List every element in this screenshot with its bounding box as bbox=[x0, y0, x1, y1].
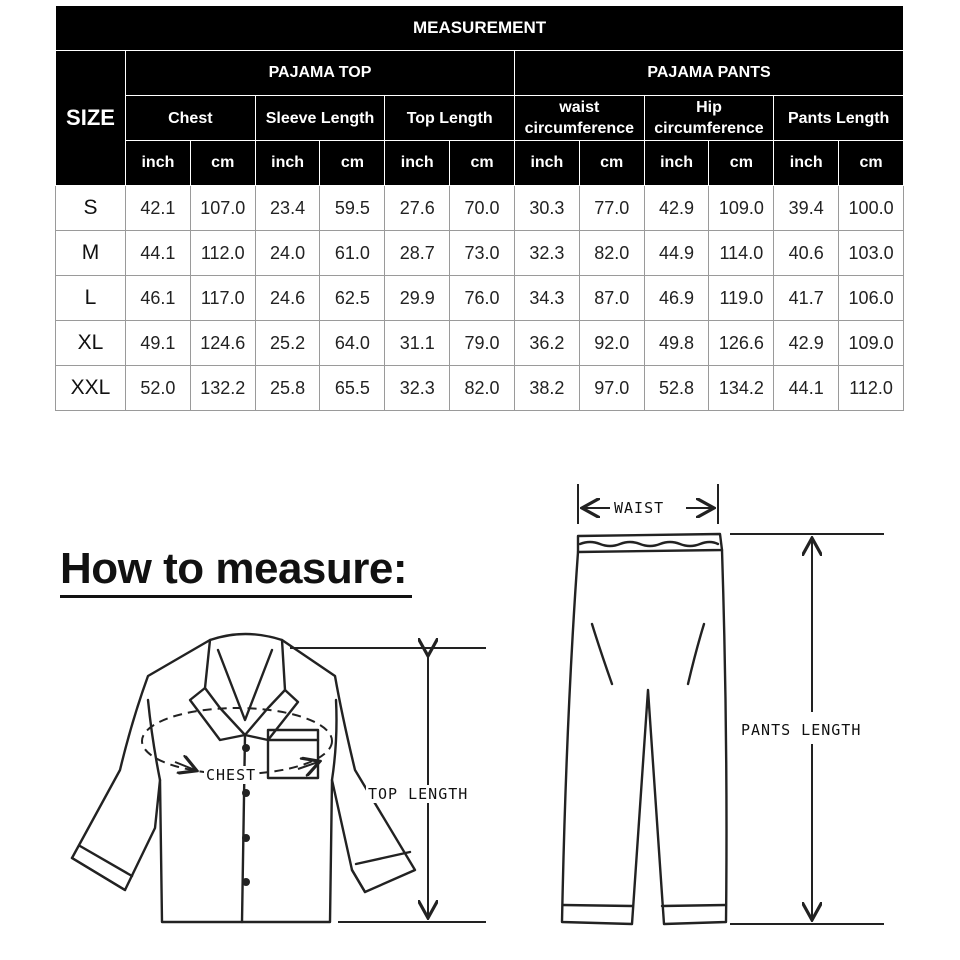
measurement-cell: 97.0 bbox=[579, 366, 644, 411]
measurement-cell: 61.0 bbox=[320, 231, 385, 276]
measurement-cell: 44.1 bbox=[126, 231, 191, 276]
measurement-cell: 49.1 bbox=[126, 321, 191, 366]
measurement-cell: 134.2 bbox=[709, 366, 774, 411]
measurement-cell: 132.2 bbox=[190, 366, 255, 411]
attribute-header-line: Pants Length bbox=[787, 109, 890, 127]
measurement-cell: 25.2 bbox=[255, 321, 320, 366]
measurement-cell: 36.2 bbox=[514, 321, 579, 366]
pants-length-label: PANTS LENGTH bbox=[741, 721, 862, 739]
measurement-cell: 42.9 bbox=[644, 186, 709, 231]
measurement-cell: 114.0 bbox=[709, 231, 774, 276]
unit-header: inch bbox=[644, 141, 709, 186]
unit-header: inch bbox=[385, 141, 450, 186]
attribute-header-line: circumference bbox=[654, 120, 764, 137]
measurement-cell: 25.8 bbox=[255, 366, 320, 411]
measurement-cell: 112.0 bbox=[190, 231, 255, 276]
how-to-measure-title: How to measure: bbox=[60, 544, 408, 593]
unit-header: cm bbox=[579, 141, 644, 186]
measurement-cell: 76.0 bbox=[450, 276, 515, 321]
size-cell: L bbox=[56, 276, 126, 321]
attribute-header-line: waist bbox=[559, 99, 600, 116]
size-cell: XXL bbox=[56, 366, 126, 411]
measurement-cell: 103.0 bbox=[839, 231, 904, 276]
unit-header: cm bbox=[709, 141, 774, 186]
measurement-cell: 117.0 bbox=[190, 276, 255, 321]
measurement-cell: 27.6 bbox=[385, 186, 450, 231]
measurement-cell: 29.9 bbox=[385, 276, 450, 321]
measurement-cell: 64.0 bbox=[320, 321, 385, 366]
attribute-header-line: Hip bbox=[696, 99, 722, 116]
top-length-label: TOP LENGTH bbox=[368, 785, 469, 803]
size-header: SIZE bbox=[56, 51, 126, 186]
measurement-cell: 39.4 bbox=[774, 186, 839, 231]
measurement-cell: 30.3 bbox=[514, 186, 579, 231]
measurement-cell: 82.0 bbox=[450, 366, 515, 411]
measurement-cell: 24.0 bbox=[255, 231, 320, 276]
measurement-cell: 109.0 bbox=[839, 321, 904, 366]
measurement-cell: 82.0 bbox=[579, 231, 644, 276]
size-cell: XL bbox=[56, 321, 126, 366]
measurement-cell: 24.6 bbox=[255, 276, 320, 321]
unit-header: inch bbox=[126, 141, 191, 186]
measurement-cell: 38.2 bbox=[514, 366, 579, 411]
measurement-cell: 44.9 bbox=[644, 231, 709, 276]
measurement-cell: 28.7 bbox=[385, 231, 450, 276]
measurement-cell: 77.0 bbox=[579, 186, 644, 231]
measurement-cell: 70.0 bbox=[450, 186, 515, 231]
measurement-cell: 106.0 bbox=[839, 276, 904, 321]
unit-header: cm bbox=[839, 141, 904, 186]
measurement-cell: 32.3 bbox=[514, 231, 579, 276]
measurement-cell: 52.0 bbox=[126, 366, 191, 411]
measurement-cell: 126.6 bbox=[709, 321, 774, 366]
attribute-header-line: circumference bbox=[524, 120, 634, 137]
group-header-pants: PAJAMA PANTS bbox=[514, 51, 903, 96]
measurement-cell: 119.0 bbox=[709, 276, 774, 321]
unit-header: cm bbox=[320, 141, 385, 186]
measurement-cell: 44.1 bbox=[774, 366, 839, 411]
measurement-cell: 23.4 bbox=[255, 186, 320, 231]
measurement-cell: 46.9 bbox=[644, 276, 709, 321]
measurement-cell: 32.3 bbox=[385, 366, 450, 411]
measurement-cell: 107.0 bbox=[190, 186, 255, 231]
measurement-cell: 42.1 bbox=[126, 186, 191, 231]
measurement-cell: 109.0 bbox=[709, 186, 774, 231]
measurement-cell: 31.1 bbox=[385, 321, 450, 366]
measurement-cell: 40.6 bbox=[774, 231, 839, 276]
measurement-cell: 112.0 bbox=[839, 366, 904, 411]
measurement-cell: 65.5 bbox=[320, 366, 385, 411]
measurement-cell: 59.5 bbox=[320, 186, 385, 231]
unit-header: cm bbox=[190, 141, 255, 186]
size-cell: S bbox=[56, 186, 126, 231]
waist-label: WAIST bbox=[614, 499, 665, 517]
unit-header: inch bbox=[255, 141, 320, 186]
measurement-cell: 62.5 bbox=[320, 276, 385, 321]
measurement-cell: 34.3 bbox=[514, 276, 579, 321]
group-header-top: PAJAMA TOP bbox=[126, 51, 515, 96]
measurement-cell: 92.0 bbox=[579, 321, 644, 366]
measurement-cell: 46.1 bbox=[126, 276, 191, 321]
measurement-cell: 49.8 bbox=[644, 321, 709, 366]
measurement-cell: 73.0 bbox=[450, 231, 515, 276]
size-cell: M bbox=[56, 231, 126, 276]
attribute-header-line: Sleeve Length bbox=[265, 109, 375, 127]
measurement-cell: 42.9 bbox=[774, 321, 839, 366]
table-title: MEASUREMENT bbox=[56, 6, 904, 51]
attribute-header-line: Chest bbox=[168, 109, 213, 127]
measurement-cell: 100.0 bbox=[839, 186, 904, 231]
unit-header: cm bbox=[450, 141, 515, 186]
unit-header: inch bbox=[514, 141, 579, 186]
measurement-cell: 87.0 bbox=[579, 276, 644, 321]
attribute-header-line: Top Length bbox=[406, 109, 493, 127]
measurement-cell: 79.0 bbox=[450, 321, 515, 366]
measurement-cell: 124.6 bbox=[190, 321, 255, 366]
unit-header: inch bbox=[774, 141, 839, 186]
measurement-cell: 52.8 bbox=[644, 366, 709, 411]
chest-label: CHEST bbox=[206, 766, 257, 784]
measurement-cell: 41.7 bbox=[774, 276, 839, 321]
